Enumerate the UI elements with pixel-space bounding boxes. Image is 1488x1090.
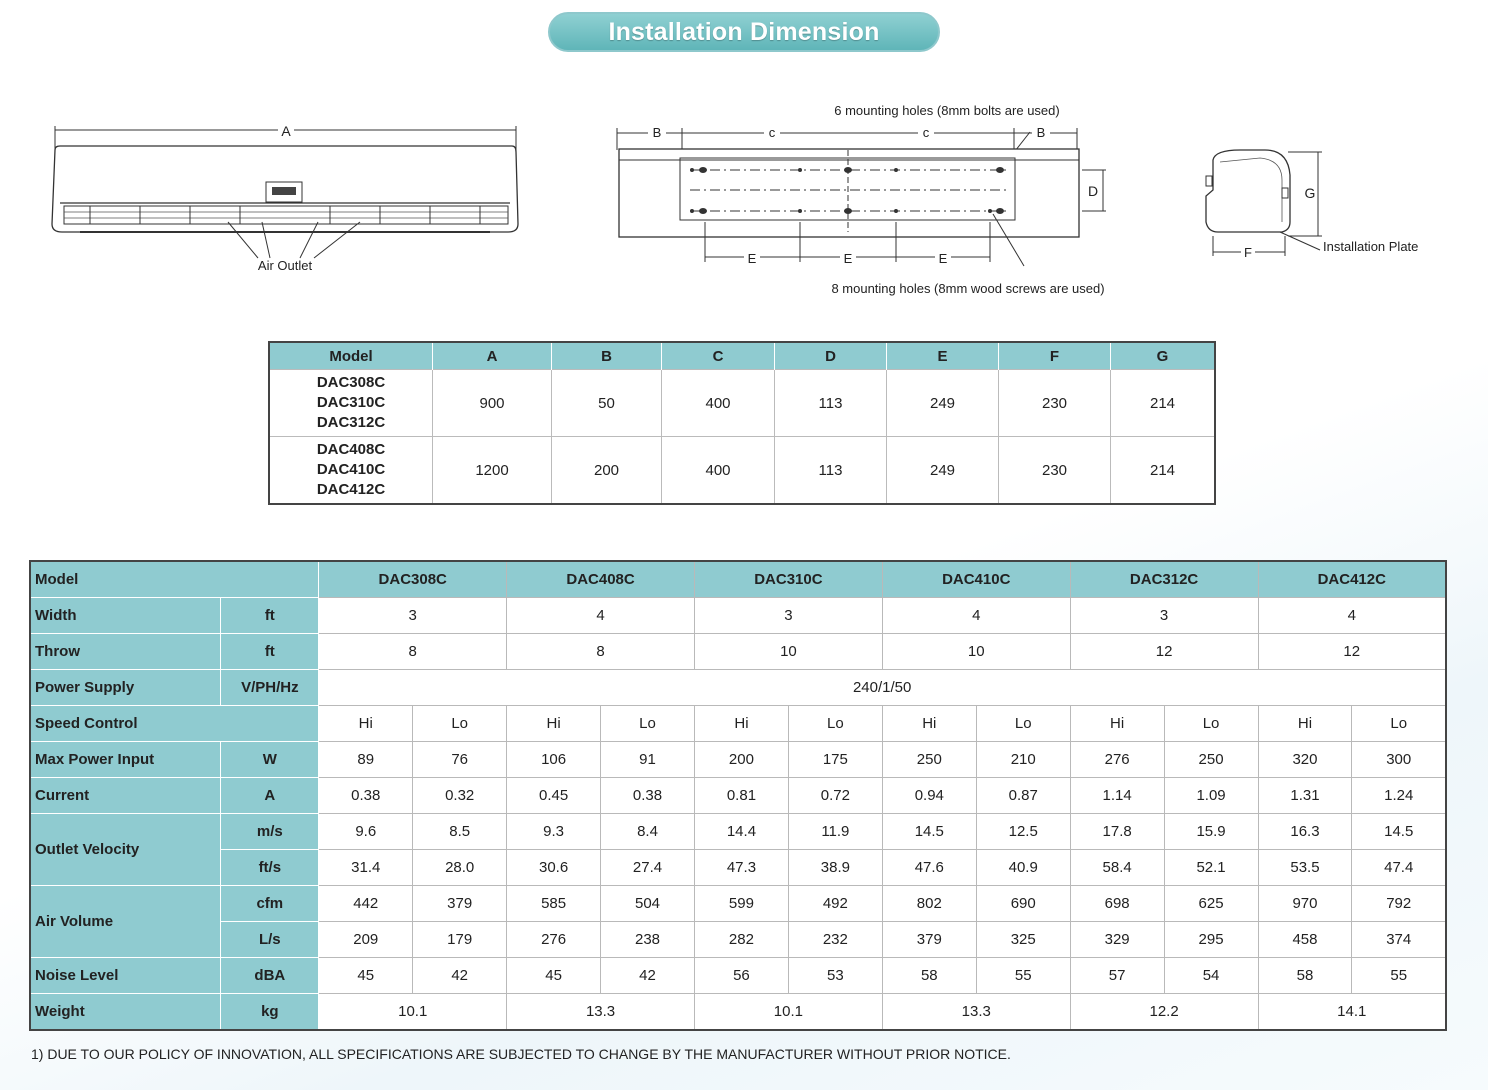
table-cell: 0.94: [882, 778, 976, 814]
table-cell: 0.45: [507, 778, 601, 814]
table-cell: 55: [976, 958, 1070, 994]
table-cell: 12.2: [1070, 994, 1258, 1031]
spec-outlet-velocity-row-2: [30, 850, 1446, 886]
spec-throw-label: Throw: [30, 634, 221, 670]
table-cell: 0.32: [413, 778, 507, 814]
front-view-diagram: [52, 123, 518, 273]
specification-table: [29, 560, 1447, 1031]
table-cell: 1.14: [1070, 778, 1164, 814]
spec-weight-label: Weight: [30, 994, 221, 1031]
spec-throw-row: [30, 634, 1446, 670]
spec-noise-unit: dBA: [221, 958, 319, 994]
table-cell: 15.9: [1164, 814, 1258, 850]
front-label-a: A: [281, 123, 291, 139]
table-cell: 10.1: [319, 994, 507, 1031]
table-cell: 10: [694, 634, 882, 670]
table-cell: 249: [887, 437, 999, 505]
top-label-d: D: [1087, 183, 1099, 199]
table-cell: Hi: [882, 706, 976, 742]
table-cell: 13.3: [882, 994, 1070, 1031]
side-label-f: F: [1244, 245, 1252, 260]
spec-power-supply-label: Power Supply: [30, 670, 221, 706]
table-cell: 14.5: [1352, 814, 1446, 850]
installation-diagrams: [0, 0, 1488, 330]
spec-noise-row: [30, 958, 1446, 994]
header-a: A: [433, 342, 552, 370]
table-cell: 56: [694, 958, 788, 994]
header-b: B: [552, 342, 662, 370]
table-cell: Lo: [413, 706, 507, 742]
side-view-diagram: [1206, 150, 1418, 260]
table-cell: 30.6: [507, 850, 601, 886]
table-cell: 179: [413, 922, 507, 958]
table-cell: 52.1: [1164, 850, 1258, 886]
spec-model-label: Model: [30, 561, 319, 598]
table-cell: 0.87: [976, 778, 1070, 814]
model-name: DAC408C: [316, 441, 386, 458]
table-cell: 276: [1070, 742, 1164, 778]
spec-speed-row: [30, 706, 1446, 742]
table-cell: 320: [1258, 742, 1352, 778]
table-cell: 970: [1258, 886, 1352, 922]
table-cell: 690: [976, 886, 1070, 922]
header-model: Model: [269, 342, 433, 370]
spec-speed-control-label: Speed Control: [30, 706, 319, 742]
table-cell: Hi: [1258, 706, 1352, 742]
footnote: 1) DUE TO OUR POLICY OF INNOVATION, ALL SPECIFICATIONS ARE SUBJECTED TO CHANGE BY THE MANUFACTURER WITHOUT PRIOR NOTICE.: [31, 1046, 1011, 1062]
table-cell: 175: [788, 742, 882, 778]
table-cell: 12: [1070, 634, 1258, 670]
spec-current-unit: A: [221, 778, 319, 814]
table-cell: 9.6: [319, 814, 413, 850]
table-cell: 12.5: [976, 814, 1070, 850]
table-cell: 300: [1352, 742, 1446, 778]
model-name: DAC310C: [316, 394, 386, 411]
spec-air-volume-row-1: [30, 886, 1446, 922]
top-label-c-right: c: [922, 125, 930, 140]
spec-model-header: DAC310C: [694, 561, 882, 598]
spec-outlet-velocity-unit: ft/s: [221, 850, 319, 886]
table-cell: 585: [507, 886, 601, 922]
table-cell: Lo: [788, 706, 882, 742]
table-cell: 3: [1070, 598, 1258, 634]
installation-plate-label: Installation Plate: [1323, 239, 1419, 254]
table-cell: 325: [976, 922, 1070, 958]
table-cell: 8: [319, 634, 507, 670]
table-cell: 282: [694, 922, 788, 958]
header-f: F: [999, 342, 1111, 370]
table-cell: 599: [694, 886, 788, 922]
table-cell: 8.5: [413, 814, 507, 850]
spec-weight-row: [30, 994, 1446, 1031]
side-label-g: G: [1304, 185, 1316, 201]
spec-outlet-velocity-row-1: [30, 814, 1446, 850]
model-cell: [269, 370, 433, 437]
spec-power-supply-row: [30, 670, 1446, 706]
spec-model-header: DAC410C: [882, 561, 1070, 598]
spec-width-label: Width: [30, 598, 221, 634]
table-cell: 214: [1111, 437, 1216, 505]
table-cell: 58: [1258, 958, 1352, 994]
top-label-b-right: B: [1036, 125, 1046, 140]
table-cell: 58: [882, 958, 976, 994]
table-cell: 45: [507, 958, 601, 994]
header-d: D: [775, 342, 887, 370]
table-cell: 47.3: [694, 850, 788, 886]
page-title: Installation Dimension: [608, 17, 880, 46]
table-cell: 53.5: [1258, 850, 1352, 886]
table-cell: 232: [788, 922, 882, 958]
table-cell: 238: [601, 922, 695, 958]
table-cell: 400: [662, 370, 775, 437]
installation-dimension-table: [268, 341, 1216, 505]
spec-weight-unit: kg: [221, 994, 319, 1031]
header-e: E: [887, 342, 999, 370]
table-cell: 0.81: [694, 778, 788, 814]
table-cell: 76: [413, 742, 507, 778]
table-cell: 250: [1164, 742, 1258, 778]
spec-model-header: DAC408C: [507, 561, 695, 598]
table-cell: 0.72: [788, 778, 882, 814]
spec-width-unit: ft: [221, 598, 319, 634]
table-cell: 4: [1258, 598, 1446, 634]
top-label-e-2: E: [843, 251, 853, 266]
table-cell: 504: [601, 886, 695, 922]
table-cell: 31.4: [319, 850, 413, 886]
table-header-row: [269, 342, 1215, 370]
table-cell: 200: [694, 742, 788, 778]
table-cell: Hi: [319, 706, 413, 742]
table-cell: 40.9: [976, 850, 1070, 886]
table-cell: 1.24: [1352, 778, 1446, 814]
table-cell: 1.09: [1164, 778, 1258, 814]
mounting-holes-6-label: 6 mounting holes (8mm bolts are used): [834, 103, 1060, 118]
table-cell: 27.4: [601, 850, 695, 886]
table-cell: 0.38: [601, 778, 695, 814]
header-g: G: [1111, 342, 1216, 370]
spec-max-power-row: [30, 742, 1446, 778]
table-cell: 13.3: [507, 994, 695, 1031]
table-cell: 47.4: [1352, 850, 1446, 886]
table-cell: 55: [1352, 958, 1446, 994]
table-cell: 42: [413, 958, 507, 994]
table-cell: 10.1: [694, 994, 882, 1031]
table-cell: 4: [507, 598, 695, 634]
spec-noise-label: Noise Level: [30, 958, 221, 994]
table-cell: 8: [507, 634, 695, 670]
mounting-view-diagram: [617, 103, 1106, 296]
table-cell: 10: [882, 634, 1070, 670]
table-row: [269, 370, 1215, 437]
table-cell: 458: [1258, 922, 1352, 958]
table-cell: 0.38: [319, 778, 413, 814]
table-cell: 1200: [433, 437, 552, 505]
model-name: DAC312C: [316, 414, 386, 431]
table-cell: 12: [1258, 634, 1446, 670]
table-cell: 14.4: [694, 814, 788, 850]
spec-power-supply-unit: V/PH/Hz: [221, 670, 319, 706]
spec-width-row: [30, 598, 1446, 634]
table-cell: 50: [552, 370, 662, 437]
table-cell: 1.31: [1258, 778, 1352, 814]
table-cell: 8.4: [601, 814, 695, 850]
table-cell: 625: [1164, 886, 1258, 922]
table-cell: 53: [788, 958, 882, 994]
spec-current-label: Current: [30, 778, 221, 814]
table-cell: 214: [1111, 370, 1216, 437]
table-cell: 379: [413, 886, 507, 922]
air-outlet-label: Air Outlet: [257, 258, 313, 273]
table-cell: 28.0: [413, 850, 507, 886]
table-cell: 900: [433, 370, 552, 437]
table-cell: 698: [1070, 886, 1164, 922]
top-label-c-left: c: [768, 125, 776, 140]
table-cell: 38.9: [788, 850, 882, 886]
table-cell: 329: [1070, 922, 1164, 958]
table-cell: 249: [887, 370, 999, 437]
table-cell: Lo: [976, 706, 1070, 742]
table-cell: 91: [601, 742, 695, 778]
table-cell: 113: [775, 437, 887, 505]
spec-model-header: DAC312C: [1070, 561, 1258, 598]
top-label-e-1: E: [747, 251, 757, 266]
table-cell: 240/1/50: [319, 670, 1446, 706]
table-cell: 11.9: [788, 814, 882, 850]
table-cell: 14.5: [882, 814, 976, 850]
mounting-holes-8-label: 8 mounting holes (8mm wood screws are used): [831, 281, 1105, 296]
table-cell: 4: [882, 598, 1070, 634]
table-cell: 209: [319, 922, 413, 958]
table-cell: 295: [1164, 922, 1258, 958]
table-cell: 113: [775, 370, 887, 437]
table-cell: 89: [319, 742, 413, 778]
spec-max-power-unit: W: [221, 742, 319, 778]
table-row: [269, 437, 1215, 505]
table-cell: 17.8: [1070, 814, 1164, 850]
table-cell: 9.3: [507, 814, 601, 850]
table-cell: 200: [552, 437, 662, 505]
table-cell: 14.1: [1258, 994, 1446, 1031]
spec-outlet-velocity-label: Outlet Velocity: [30, 814, 221, 886]
table-cell: 54: [1164, 958, 1258, 994]
table-cell: Hi: [507, 706, 601, 742]
model-name: DAC412C: [316, 481, 386, 498]
spec-air-volume-row-2: [30, 922, 1446, 958]
spec-current-row: [30, 778, 1446, 814]
table-cell: Lo: [1352, 706, 1446, 742]
table-cell: 374: [1352, 922, 1446, 958]
spec-max-power-label: Max Power Input: [30, 742, 221, 778]
table-cell: 58.4: [1070, 850, 1164, 886]
table-cell: Lo: [1164, 706, 1258, 742]
table-cell: 230: [999, 370, 1111, 437]
table-cell: 276: [507, 922, 601, 958]
table-cell: 492: [788, 886, 882, 922]
spec-air-volume-unit: L/s: [221, 922, 319, 958]
model-cell: [269, 437, 433, 505]
table-cell: 379: [882, 922, 976, 958]
table-cell: 442: [319, 886, 413, 922]
table-cell: 802: [882, 886, 976, 922]
table-cell: Hi: [694, 706, 788, 742]
table-cell: 57: [1070, 958, 1164, 994]
model-name: DAC410C: [316, 461, 386, 478]
spec-model-header: DAC308C: [319, 561, 507, 598]
table-cell: 16.3: [1258, 814, 1352, 850]
table-cell: Hi: [1070, 706, 1164, 742]
top-label-e-3: E: [938, 251, 948, 266]
table-cell: 3: [694, 598, 882, 634]
header-c: C: [662, 342, 775, 370]
spec-air-volume-label: Air Volume: [30, 886, 221, 958]
spec-throw-unit: ft: [221, 634, 319, 670]
spec-air-volume-unit: cfm: [221, 886, 319, 922]
table-cell: 47.6: [882, 850, 976, 886]
table-cell: Lo: [601, 706, 695, 742]
table-cell: 250: [882, 742, 976, 778]
spec-model-header: DAC412C: [1258, 561, 1446, 598]
spec-outlet-velocity-unit: m/s: [221, 814, 319, 850]
table-cell: 400: [662, 437, 775, 505]
table-cell: 792: [1352, 886, 1446, 922]
table-cell: 45: [319, 958, 413, 994]
table-cell: 210: [976, 742, 1070, 778]
table-cell: 230: [999, 437, 1111, 505]
table-cell: 3: [319, 598, 507, 634]
model-name: DAC308C: [316, 374, 386, 391]
top-label-b-left: B: [652, 125, 662, 140]
table-cell: 106: [507, 742, 601, 778]
spec-model-row: [30, 561, 1446, 598]
table-cell: 42: [601, 958, 695, 994]
